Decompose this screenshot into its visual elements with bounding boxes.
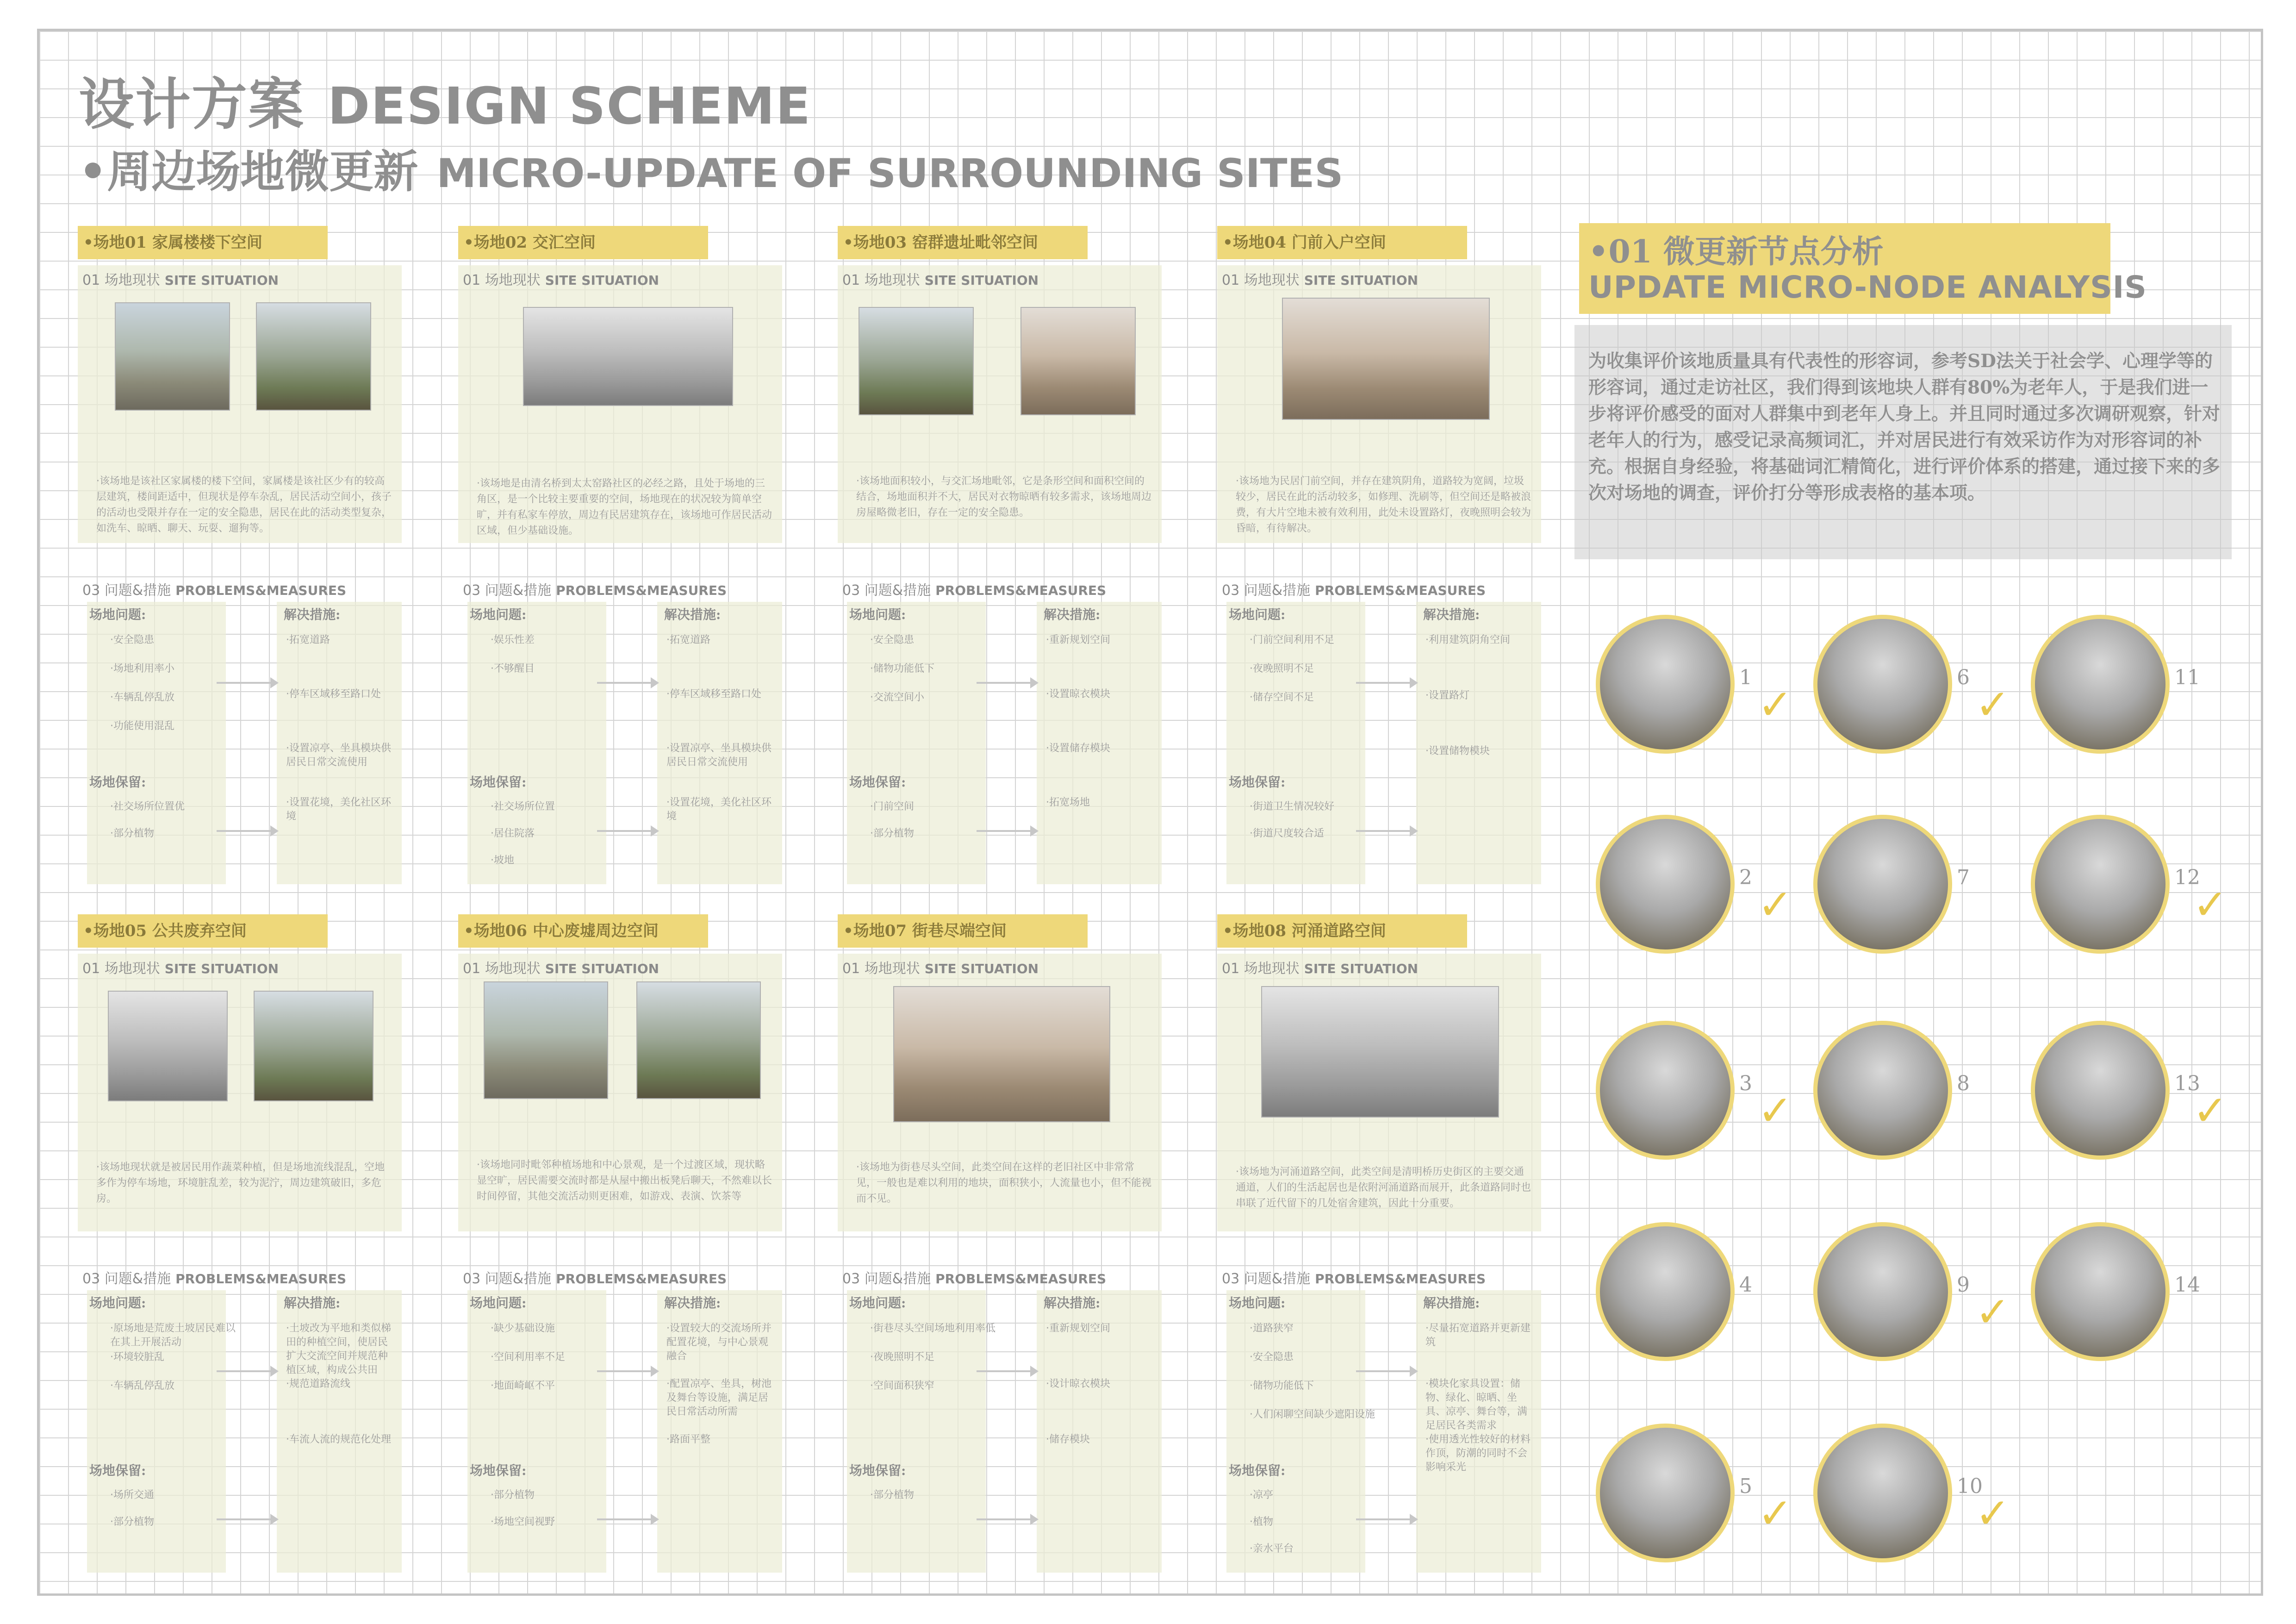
- measure-item: ·设置花境，美化社区环境: [286, 797, 391, 822]
- problem-label: 场地问题:: [470, 607, 527, 622]
- situation-heading: 01 场地现状 SITE SITUATION: [842, 961, 1039, 977]
- check-icon: ✓: [1975, 1489, 2010, 1538]
- measure-item: ·拓宽场地: [1046, 797, 1090, 808]
- title-en: DESIGN SCHEME: [328, 76, 812, 136]
- arrow-icon: [977, 1370, 1032, 1372]
- situation-heading: 01 场地现状 SITE SITUATION: [82, 961, 279, 977]
- site-photo: [115, 302, 230, 411]
- analysis-title-cn: •01 微更新节点分析: [1588, 233, 1884, 270]
- site-description: ·该场地是该社区家属楼的楼下空间，家属楼是该社区少有的较高层建筑，楼间距适中，但现状是停车杂乱，居民活动空间小，孩子的活动也受限并存在一定的安全隐患，居民在此的活动类型复杂，如洗车、晾晒、聊天、玩耍、遛狗等。: [96, 475, 392, 534]
- site-photo: [254, 991, 373, 1101]
- situation-heading: 01 场地现状 SITE SITUATION: [1222, 272, 1419, 288]
- node-number: 14: [2174, 1273, 2200, 1297]
- node-item: [2031, 1021, 2228, 1165]
- measure-item: ·拓宽道路: [286, 634, 330, 646]
- problem-item: ·夜晚照明不足: [870, 1351, 934, 1363]
- site-description: ·该场地为街巷尽头空间，此类空间在这样的老旧社区中非常常见，一般也是难以利用的地块，面积狭小，人流量也小，但不能视而不见。: [856, 1162, 1152, 1205]
- node-item: [2031, 815, 2228, 959]
- arrow-icon: [217, 682, 272, 684]
- keep-label: 场地保留:: [849, 775, 906, 790]
- site-title: •场地08 河涌道路空间: [1217, 914, 1467, 948]
- measure-item: ·设置储存模块: [1046, 743, 1110, 754]
- keep-item: ·亲水平台: [1250, 1543, 1294, 1555]
- measure-item: ·模块化家具设置：储物、绿化、晾晒、坐具、凉亭、舞台等，满足居民各类需求: [1425, 1378, 1528, 1431]
- problem-item: ·空间面积狭窄: [870, 1380, 934, 1392]
- measure-item: ·设置晾衣模块: [1046, 688, 1110, 700]
- problem-item: ·门前空间利用不足: [1250, 634, 1334, 646]
- measure-item: ·设置较大的交流场所并配置花境，与中心景观融合: [666, 1323, 772, 1362]
- measure-label: 解决措施:: [1423, 607, 1480, 622]
- measure-item: ·设置凉亭、坐具模块供居民日常交流使用: [286, 743, 391, 768]
- site-title: •场地05 公共废弃空间: [78, 914, 328, 948]
- node-item: [1813, 815, 1970, 959]
- measure-item: ·重新规划空间: [1046, 634, 1110, 646]
- node-photo: [1813, 815, 1952, 954]
- measure-item: ·拓宽道路: [666, 634, 710, 646]
- measure-item: ·土坡改为平地和类似梯田的种植空间，使居民扩大交流空间并规范种植区域，构成公共田: [286, 1323, 391, 1376]
- measure-item: ·路面平整: [666, 1434, 710, 1445]
- problems-heading: 03 问题&措施 PROBLEMS&MEASURES: [842, 1271, 1107, 1287]
- situation-heading: 01 场地现状 SITE SITUATION: [842, 272, 1039, 288]
- problem-item: ·原场地是荒废土坡居民难以在其上开展活动: [110, 1323, 236, 1348]
- keep-label: 场地保留:: [470, 775, 527, 790]
- measure-label: 解决措施:: [664, 607, 721, 622]
- analysis-text: 为收集评价该地质量具有代表性的形容词，参考SD法关于社会学、心理学等的形容词，通过走访社区，我们得到该地块人群有80%为老年人，于是我们进一步将评价感受的面对人群集中到老年人身上。并且同时通过多次调研观察，针对老年人的行为，感受记录高频词汇，并对居民进行有效采访作为对形容词的补充。根据自身经验，将基础词汇精简化，进行评价体系的搭建，通过接下来的多次对场地的调查，评价打分等形成表格的基本项。: [1574, 325, 2232, 559]
- node-number: 5: [1739, 1474, 1752, 1498]
- problem-item: ·安全隐患: [1250, 1351, 1294, 1363]
- node-photo: [1596, 1222, 1735, 1361]
- situation-heading: 01 场地现状 SITE SITUATION: [1222, 961, 1419, 977]
- measure-item: ·设置花境，美化社区环境: [666, 797, 772, 822]
- problem-item: ·车辆乱停乱放: [110, 692, 174, 703]
- node-item: [1596, 1021, 1793, 1165]
- node-number: 8: [1957, 1072, 1970, 1095]
- node-number: 7: [1957, 866, 1970, 889]
- problem-label: 场地问题:: [89, 607, 146, 622]
- check-icon: ✓: [1975, 681, 2010, 729]
- measure-item: ·车流人流的规范化处理: [286, 1434, 391, 1445]
- arrow-icon: [1356, 830, 1412, 832]
- problem-label: 场地问题:: [1229, 1295, 1286, 1311]
- subtitle-cn: •周边场地微更新: [79, 145, 418, 198]
- site-description: ·该场地是由清名桥到太太窑路社区的必经之路，且处于场地的三角区，是一个比较主要重要的空间，场地现在的状况较为简单空旷，并有私家车停放，周边有民居建筑存在，该场地可作居民活动区域，但少基础设施。: [477, 478, 772, 537]
- problem-label: 场地问题:: [470, 1295, 527, 1311]
- node-item: [2031, 1222, 2200, 1367]
- node-number: 2: [1739, 866, 1752, 889]
- situation-heading: 01 场地现状 SITE SITUATION: [463, 961, 660, 977]
- keep-item: ·凉亭: [1250, 1489, 1273, 1501]
- check-icon: ✓: [1758, 1489, 1793, 1538]
- node-number: 13: [2174, 1072, 2200, 1095]
- measure-item: ·设置路灯: [1425, 690, 1469, 701]
- arrow-icon: [1356, 1518, 1412, 1520]
- arrow-icon: [217, 1518, 272, 1520]
- node-number: 3: [1739, 1072, 1752, 1095]
- problems-heading: 03 问题&措施 PROBLEMS&MEASURES: [82, 1271, 347, 1287]
- problem-item: ·道路狭窄: [1250, 1323, 1294, 1334]
- measure-label: 解决措施:: [284, 1295, 341, 1311]
- problem-item: ·不够醒目: [491, 663, 535, 675]
- node-item: [1813, 1021, 1970, 1165]
- keep-label: 场地保留:: [89, 775, 146, 790]
- problem-item: ·人们闲聊空间缺少遮阳设施: [1250, 1409, 1375, 1420]
- problems-heading: 03 问题&措施 PROBLEMS&MEASURES: [1222, 1271, 1486, 1287]
- node-item: [1813, 1424, 2010, 1568]
- problem-item: ·娱乐性差: [491, 634, 535, 646]
- node-item: [1813, 615, 2010, 759]
- check-icon: ✓: [1758, 881, 1793, 929]
- measure-item: ·利用建筑阴角空间: [1425, 634, 1510, 646]
- site-photo: [893, 986, 1110, 1122]
- node-photo: [1813, 1021, 1952, 1160]
- site-title: •场地04 门前入户空间: [1217, 226, 1467, 259]
- measure-label: 解决措施:: [664, 1295, 721, 1311]
- site-description: ·该场地面积较小，与交汇场地毗邻，它是条形空间和面积空间的结合，场地面积并不大，居民对衣物晾晒有较多需求，该场地周边房屋略微老旧，存在一定的安全隐患。: [856, 475, 1152, 518]
- arrow-icon: [977, 682, 1032, 684]
- measure-item: ·停车区域移至路口处: [286, 688, 381, 700]
- problem-item: ·储存空间不足: [1250, 692, 1314, 703]
- keep-item: ·场地空间视野: [491, 1516, 555, 1528]
- problem-item: ·车辆乱停乱放: [110, 1380, 174, 1392]
- keep-label: 场地保留:: [1229, 775, 1286, 790]
- title-cn: 设计方案: [79, 72, 305, 137]
- arrow-icon: [1356, 1370, 1412, 1372]
- node-item: [1813, 1222, 2010, 1367]
- site-photo: [1020, 307, 1136, 415]
- node-item: [1596, 1424, 1793, 1568]
- keep-item: ·门前空间: [870, 801, 914, 812]
- check-icon: ✓: [2193, 881, 2228, 929]
- check-icon: ✓: [1758, 1087, 1793, 1135]
- problem-item: ·交流空间小: [870, 692, 924, 703]
- keep-item: ·街道尺度较合适: [1250, 828, 1324, 839]
- check-icon: ✓: [1975, 1288, 2010, 1337]
- keep-item: ·社交场所位置优: [110, 801, 185, 812]
- arrow-icon: [217, 830, 272, 832]
- site-photo: [859, 307, 974, 415]
- measure-label: 解决措施:: [1044, 1295, 1101, 1311]
- problem-item: ·空间利用率不足: [491, 1351, 565, 1363]
- analysis-title-en: UPDATE MICRO-NODE ANALYSIS: [1588, 269, 2147, 305]
- node-photo: [2031, 1021, 2170, 1160]
- check-icon: ✓: [1758, 681, 1793, 729]
- arrow-icon: [597, 1370, 653, 1372]
- site-title: •场地07 街巷尽端空间: [838, 914, 1088, 948]
- site-title: •场地03 窑群遗址毗邻空间: [838, 226, 1088, 259]
- node-item: [1596, 1222, 1752, 1367]
- problems-heading: 03 问题&措施 PROBLEMS&MEASURES: [82, 582, 347, 599]
- problem-item: ·安全隐患: [110, 634, 154, 646]
- problem-label: 场地问题:: [89, 1295, 146, 1311]
- node-photo: [1596, 815, 1735, 954]
- page-subtitle: [79, 137, 1343, 200]
- keep-item: ·坡地: [491, 855, 514, 866]
- node-number: 4: [1739, 1273, 1752, 1297]
- analysis-header: [1579, 223, 2147, 314]
- measure-label: 解决措施:: [284, 607, 341, 622]
- situation-heading: 01 场地现状 SITE SITUATION: [82, 272, 279, 288]
- node-number: 12: [2174, 866, 2200, 889]
- problems-heading: 03 问题&措施 PROBLEMS&MEASURES: [463, 582, 727, 599]
- measure-item: ·尽量拓宽道路并更新建筑: [1425, 1323, 1531, 1348]
- site-description: ·该场地同时毗邻种植场地和中心景观，是一个过渡区域，现状略显空旷，居民需要交流时都是从屋中搬出板凳后聊天，不然难以长时间停留，其他交流活动则更困难，如游戏、表演、饮茶等: [477, 1159, 772, 1202]
- problem-item: ·功能使用混乱: [110, 720, 174, 732]
- site-photo: [523, 307, 733, 406]
- page-title: [79, 60, 811, 140]
- node-item: [1596, 815, 1793, 959]
- problem-item: ·地面崎岖不平: [491, 1380, 555, 1392]
- problems-heading: 03 问题&措施 PROBLEMS&MEASURES: [842, 582, 1107, 599]
- site-photo: [484, 981, 608, 1099]
- problems-heading: 03 问题&措施 PROBLEMS&MEASURES: [463, 1271, 727, 1287]
- arrow-icon: [597, 682, 653, 684]
- node-photo: [1813, 1222, 1952, 1361]
- measure-item: ·设置凉亭、坐具模块供居民日常交流使用: [666, 743, 772, 768]
- site-description: ·该场地为民居门前空间，并存在建筑阴角，道路较为宽阔，垃圾较少，居民在此的活动较多，如修理、洗刷等，但空间还是略被浪费，有大片空地未被有效利用，此处未设置路灯，夜晚照明会较为昏暗，有待解决。: [1236, 475, 1531, 534]
- keep-item: ·部分植物: [110, 828, 154, 839]
- problem-item: ·场地利用率小: [110, 663, 174, 675]
- node-number: 11: [2174, 666, 2200, 689]
- node-photo: [2031, 815, 2170, 954]
- node-photo: [1813, 615, 1952, 754]
- measure-item: ·储存模块: [1046, 1434, 1090, 1445]
- situation-heading: 01 场地现状 SITE SITUATION: [463, 272, 660, 288]
- measure-label: 解决措施:: [1044, 607, 1101, 622]
- problem-item: ·夜晚照明不足: [1250, 663, 1314, 675]
- keep-item: ·部分植物: [870, 1489, 914, 1501]
- keep-item: ·部分植物: [870, 828, 914, 839]
- node-photo: [1813, 1424, 1952, 1562]
- node-number: 10: [1957, 1474, 1983, 1498]
- arrow-icon: [1356, 682, 1412, 684]
- problem-item: ·储物功能低下: [1250, 1380, 1314, 1392]
- problem-label: 场地问题:: [849, 607, 906, 622]
- node-photo: [1596, 615, 1735, 754]
- node-item: [2031, 615, 2200, 759]
- measure-item: ·重新规划空间: [1046, 1323, 1110, 1334]
- node-item: [1596, 615, 1793, 759]
- site-photo: [636, 981, 761, 1099]
- site-description: ·该场地现状就是被居民用作蔬菜种植，但是场地流线混乱，空地多作为停车场地，环境脏乱差，较为泥泞，周边建筑破旧，多危房。: [96, 1162, 385, 1205]
- node-photo: [1596, 1021, 1735, 1160]
- problems-heading: 03 问题&措施 PROBLEMS&MEASURES: [1222, 582, 1486, 599]
- site-photo: [108, 991, 228, 1101]
- keep-label: 场地保留:: [89, 1463, 146, 1478]
- node-number: 9: [1957, 1273, 1970, 1297]
- keep-item: ·社交场所位置: [491, 801, 555, 812]
- problem-label: 场地问题:: [1229, 607, 1286, 622]
- problem-item: ·储物功能低下: [870, 663, 934, 675]
- keep-label: 场地保留:: [849, 1463, 906, 1478]
- node-photo: [1596, 1424, 1735, 1562]
- arrow-icon: [977, 1518, 1032, 1520]
- site-title: •场地06 中心废墟周边空间: [458, 914, 708, 948]
- keep-item: ·场所交通: [110, 1489, 154, 1501]
- node-number: 1: [1739, 666, 1752, 689]
- keep-item: ·部分植物: [491, 1489, 535, 1501]
- site-photo: [1261, 986, 1499, 1118]
- measure-label: 解决措施:: [1423, 1295, 1480, 1311]
- site-description: ·该场地为河涌道路空间，此类空间是清明桥历史街区的主要交通通道，人们的生活起居也是依附河涌道路而展开，此条道路同时也串联了近代留下的几处宿舍建筑，因此十分重要。: [1236, 1166, 1531, 1209]
- keep-label: 场地保留:: [470, 1463, 527, 1478]
- problem-item: ·缺少基础设施: [491, 1323, 555, 1334]
- check-icon: ✓: [2193, 1087, 2228, 1135]
- measure-item: ·设置储物模块: [1425, 745, 1490, 757]
- site-title: •场地02 交汇空间: [458, 226, 708, 259]
- site-photo: [1282, 298, 1490, 420]
- arrow-icon: [977, 830, 1032, 832]
- node-photo: [2031, 615, 2170, 754]
- arrow-icon: [217, 1370, 272, 1372]
- problem-item: ·街巷尽头空间场地利用率低: [870, 1323, 996, 1334]
- keep-item: ·居住院落: [491, 828, 535, 839]
- site-title: •场地01 家属楼楼下空间: [78, 226, 328, 259]
- arrow-icon: [597, 1518, 653, 1520]
- problem-label: 场地问题:: [849, 1295, 906, 1311]
- site-photo: [256, 302, 371, 411]
- node-number: 6: [1957, 666, 1970, 689]
- measure-item: ·使用透光性较好的材料作顶，防潮的同时不会影响采光: [1425, 1434, 1531, 1473]
- measure-item: ·设计晾衣模块: [1046, 1378, 1110, 1390]
- measure-item: ·规范道路流线: [286, 1378, 350, 1390]
- keep-item: ·部分植物: [110, 1516, 154, 1528]
- measure-item: ·停车区域移至路口处: [666, 688, 761, 700]
- problem-item: ·安全隐患: [870, 634, 914, 646]
- measure-item: ·配置凉亭、坐具，树池及舞台等设施，满足居民日常活动所需: [666, 1378, 772, 1418]
- keep-item: ·植物: [1250, 1516, 1273, 1528]
- arrow-icon: [597, 830, 653, 832]
- keep-label: 场地保留:: [1229, 1463, 1286, 1478]
- problem-item: ·环境较脏乱: [110, 1351, 164, 1363]
- subtitle-en: MICRO-UPDATE OF SURROUNDING SITES: [436, 150, 1344, 197]
- keep-item: ·街道卫生情况较好: [1250, 801, 1334, 812]
- node-photo: [2031, 1222, 2170, 1361]
